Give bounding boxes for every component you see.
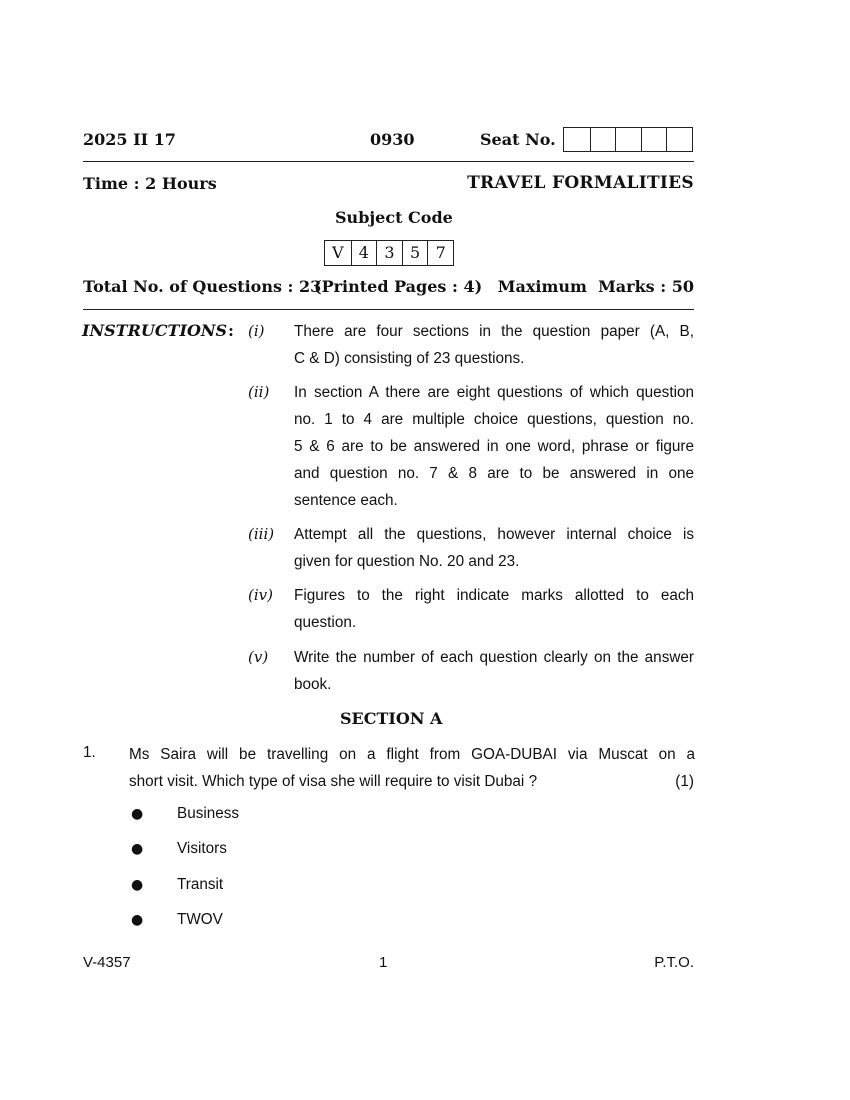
seat-box[interactable] xyxy=(590,128,616,151)
seat-box[interactable] xyxy=(615,128,641,151)
instruction-line: book. xyxy=(294,676,332,693)
seat-box[interactable] xyxy=(641,128,667,151)
instruction-line: Write the number of each question clearly on the answer xyxy=(294,649,694,666)
totals-divider xyxy=(83,309,694,310)
option-item: Transit xyxy=(177,876,224,893)
instruction-line: Figures to the right indicate marks allotted to each xyxy=(294,587,694,604)
maximum-marks: Maximum Marks : 50 xyxy=(497,277,694,296)
footer-code: V-4357 xyxy=(83,954,131,971)
time-allowed: Time : 2 Hours xyxy=(83,174,217,193)
total-questions: Total No. of Questions : 23 xyxy=(83,277,322,296)
printed-pages: (Printed Pages : 4) xyxy=(314,277,483,296)
subject-code-label: Subject Code xyxy=(335,208,453,227)
instruction-line: and question no. 7 & 8 are to be answered in one xyxy=(294,465,694,482)
page-number: 1 xyxy=(379,954,388,971)
seat-box[interactable] xyxy=(564,128,590,151)
question-marks: (1) xyxy=(675,773,694,790)
section-title: SECTION A xyxy=(340,709,443,728)
paper-code-center: 0930 xyxy=(370,130,415,149)
instruction-line: given for question No. 20 and 23. xyxy=(294,553,520,570)
subject-title: TRAVEL FORMALITIES xyxy=(467,173,694,193)
instruction-line: no. 1 to 4 are multiple choice questions, question no. xyxy=(294,411,694,428)
instruction-number: (iii) xyxy=(248,525,275,543)
instruction-line: There are four sections in the question paper (A, B, xyxy=(294,323,694,340)
seat-number-boxes[interactable] xyxy=(563,127,693,152)
please-turn-over: P.T.O. xyxy=(654,954,694,971)
header-divider xyxy=(83,161,694,162)
subject-code-char: 3 xyxy=(376,241,402,265)
option-item: TWOV xyxy=(177,911,223,928)
instruction-number: (iv) xyxy=(248,586,273,604)
instruction-number: (ii) xyxy=(248,383,270,401)
instruction-line: Attempt all the questions, however internal choice is xyxy=(294,526,694,543)
instruction-line: In section A there are eight questions of which question xyxy=(294,384,694,401)
instruction-text xyxy=(294,379,694,514)
subject-code-char: V xyxy=(332,243,344,262)
option-item: Business xyxy=(177,805,240,822)
instruction-number: (i) xyxy=(248,322,265,340)
seat-box[interactable] xyxy=(666,128,692,151)
bullet-icon: ● xyxy=(131,912,144,928)
instruction-text xyxy=(294,582,694,636)
subject-code-char: 7 xyxy=(427,241,453,265)
option-item: Visitors xyxy=(177,840,227,857)
subject-code-char: 4 xyxy=(351,241,377,265)
instruction-line: C & D) consisting of 23 questions. xyxy=(294,350,525,367)
instruction-line: sentence each. xyxy=(294,492,398,509)
subject-code-char: 5 xyxy=(402,241,428,265)
question-line: Ms Saira will be travelling on a flight from GOA-DUBAI via Muscat on a xyxy=(129,746,695,763)
instruction-line: 5 & 6 are to be answered in one word, phrase or figure xyxy=(294,438,694,455)
paper-code-left: 2025 II 17 xyxy=(83,130,176,149)
instructions-colon: : xyxy=(228,321,234,340)
subject-code-boxes xyxy=(324,240,454,266)
question-line: short visit. Which type of visa she will require to visit Dubai ? xyxy=(129,773,538,790)
question-number: 1. xyxy=(83,744,96,761)
instruction-number: (v) xyxy=(248,648,269,666)
instruction-text xyxy=(294,644,694,698)
instructions-label: INSTRUCTIONS xyxy=(82,321,228,340)
instruction-text xyxy=(294,318,694,372)
instruction-line: question. xyxy=(294,614,357,631)
seat-number-label: Seat No. xyxy=(480,130,556,149)
bullet-icon: ● xyxy=(131,877,144,893)
instruction-text xyxy=(294,521,694,575)
bullet-icon: ● xyxy=(131,806,144,822)
bullet-icon: ● xyxy=(131,841,144,857)
